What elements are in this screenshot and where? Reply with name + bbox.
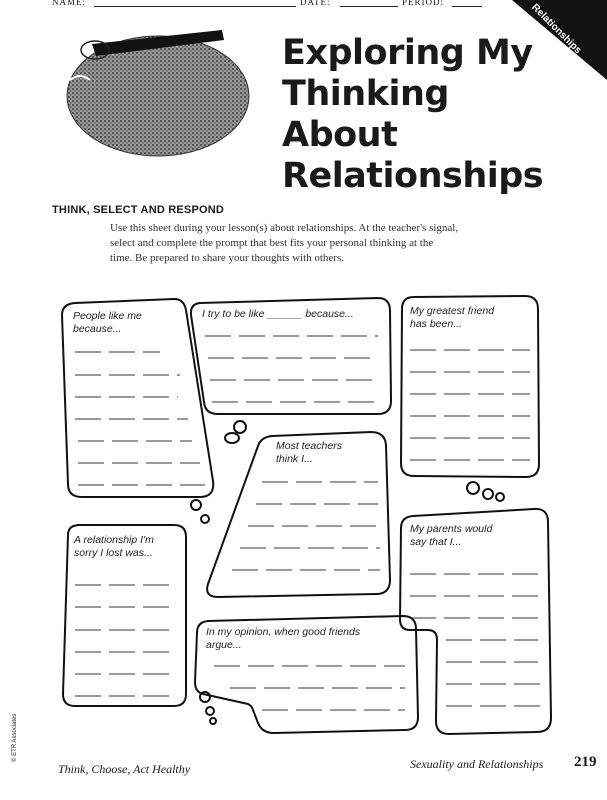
prompt-most-teachers-line-1: Most teachers	[276, 440, 342, 452]
date-label: DATE:	[300, 0, 331, 7]
page-number: 219	[574, 754, 597, 770]
instructions-line-1: Use this sheet during your lesson(s) about relationships. At the teacher's signal,	[110, 222, 459, 234]
prompt-most-teachers-line-2: think I...	[276, 453, 313, 465]
section-heading: THINK, SELECT AND RESPOND	[52, 204, 225, 216]
prompt-try-to-be-like: I try to be like ______ because...	[202, 308, 354, 320]
instructions-line-3: time. Be prepared to share your thoughts with others.	[110, 252, 345, 264]
copyright-text: © ETR Associates	[12, 713, 18, 762]
prompt-parents-say-line-1: My parents would	[410, 523, 493, 535]
corner-tab-label: Relationships	[529, 2, 584, 57]
prompt-greatest-friend-line-2: has been...	[410, 318, 462, 330]
prompt-greatest-friend-line-1: My greatest friend	[410, 305, 495, 317]
prompt-relationship-lost-line-2: sorry I lost was...	[74, 547, 153, 559]
prompt-my-opinion-line-2: argue...	[206, 639, 242, 651]
prompt-relationship-lost-line-1: A relationship I'm	[74, 534, 154, 546]
title-line-3: Relationships	[282, 156, 544, 196]
prompt-people-like-me-line-2: because...	[73, 323, 122, 335]
prompt-my-opinion-line-1: In my opinion, when good friends	[206, 626, 361, 638]
prompt-people-like-me-line-1: People like me	[73, 310, 142, 322]
footer-left: Think, Choose, Act Healthy	[58, 762, 191, 776]
prompt-parents-say-line-2: say that I...	[410, 536, 462, 548]
instructions-line-2: select and complete the prompt that best fits your personal thinking at the	[110, 237, 434, 249]
period-label: PERIOD:	[402, 0, 445, 7]
title-line-2: Thinking About	[282, 74, 449, 155]
footer-right: Sexuality and Relationships	[410, 757, 544, 771]
name-label: NAME:	[52, 0, 86, 7]
title-line-1: Exploring My	[282, 33, 533, 73]
